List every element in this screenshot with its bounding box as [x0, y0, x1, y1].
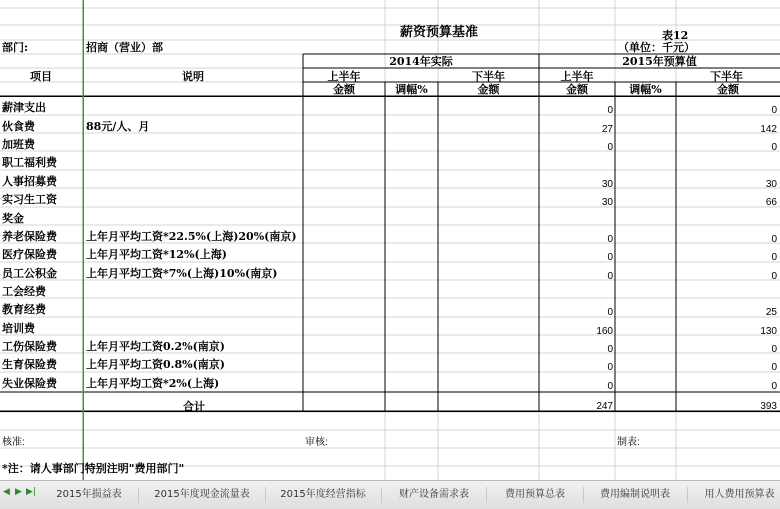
- tab-separator: [486, 487, 487, 503]
- tab-separator: [687, 487, 688, 503]
- row-2015-h1-amount: 27: [601, 124, 613, 135]
- header-2015-h2: 下半年: [710, 70, 743, 83]
- sheet-tab[interactable]: 2015年损益表: [56, 489, 122, 500]
- sheet-tab[interactable]: 费用编制说明表: [600, 489, 670, 500]
- tab-separator: [381, 487, 382, 503]
- row-2015-h1-amount: 0: [607, 142, 613, 153]
- row-2015-h2-amount: 25: [765, 307, 777, 318]
- next-sheet-icon[interactable]: ▶: [15, 487, 22, 497]
- header-item: 项目: [30, 70, 52, 83]
- row-item: 伙食费: [2, 120, 35, 133]
- row-item: 员工公积金: [2, 267, 57, 280]
- row-desc: 上年月平均工资0.8%(南京): [86, 358, 225, 371]
- unit-label: （单位：千元）: [618, 41, 695, 54]
- header-amount: 金额: [477, 83, 500, 96]
- row-2015-h2-amount: 0: [771, 252, 777, 263]
- row-item: 薪津支出: [2, 101, 46, 114]
- row-2015-h2-amount: 0: [771, 271, 777, 282]
- row-2015-h1-amount: 0: [607, 234, 613, 245]
- row-2015-h2-amount: 130: [760, 326, 777, 337]
- row-item: 人事招募费: [2, 175, 57, 188]
- row-2015-h1-amount: 0: [607, 381, 613, 392]
- row-item: 奖金: [2, 212, 24, 225]
- tab-separator: [265, 487, 266, 503]
- dept-value: 招商（营业）部: [86, 41, 163, 54]
- row-2015-h2-amount: 0: [771, 381, 777, 392]
- row-item: 实习生工资: [2, 193, 57, 206]
- header-adjust: 调幅%: [395, 83, 428, 96]
- last-sheet-icon[interactable]: ▶|: [26, 487, 36, 497]
- header-2015: 2015年预算值: [622, 55, 697, 68]
- row-2015-h2-amount: 0: [771, 362, 777, 373]
- row-2015-h1-amount: 0: [607, 307, 613, 318]
- row-desc: 上年月平均工资*2%(上海): [86, 377, 220, 390]
- header-2014-h2: 下半年: [472, 70, 505, 83]
- row-item: 职工福利费: [2, 156, 57, 169]
- row-2015-h1-amount: 30: [601, 197, 613, 208]
- row-2015-h1-amount: 0: [607, 271, 613, 282]
- header-2014-h1: 上半年: [327, 70, 361, 83]
- row-2015-h2-amount: 66: [765, 197, 777, 208]
- sheet-tab[interactable]: 财产设备需求表: [399, 489, 469, 500]
- header-desc: 说明: [182, 70, 204, 83]
- header-2014: 2014年实际: [389, 55, 453, 68]
- row-item: 医疗保险费: [2, 248, 57, 261]
- row-item: 培训费: [2, 322, 35, 335]
- sheet-tab[interactable]: 费用预算总表: [505, 489, 565, 500]
- row-2015-h1-amount: 30: [601, 179, 613, 190]
- row-2015-h1-amount: 0: [607, 252, 613, 263]
- row-2015-h2-amount: 30: [765, 179, 777, 190]
- header-amount: 金额: [566, 83, 588, 96]
- footer-note: *注：请人事部门特别注明"费用部门": [2, 462, 185, 475]
- tab-separator: [583, 487, 584, 503]
- header-amount: 金额: [717, 83, 739, 96]
- dept-label: 部门:: [2, 41, 29, 54]
- row-desc: 88元/人、月: [86, 120, 150, 133]
- row-desc: 上年月平均工资*12%(上海): [86, 248, 227, 261]
- row-item: 失业保险费: [2, 377, 57, 390]
- row-2015-h1-amount: 160: [596, 326, 613, 337]
- sheet-tab[interactable]: 2015年度经营指标: [280, 489, 366, 500]
- row-2015-h2-amount: 0: [771, 234, 777, 245]
- review-label: 审核:: [305, 437, 328, 448]
- header-amount: 金额: [333, 83, 355, 96]
- prepare-label: 制表:: [617, 437, 640, 448]
- row-2015-h2-amount: 0: [771, 105, 777, 116]
- row-2015-h2-amount: 0: [771, 344, 777, 355]
- row-2015-h2-amount: 0: [771, 142, 777, 153]
- row-desc: 上年月平均工资0.2%(南京): [86, 340, 225, 353]
- row-item: 工会经费: [2, 285, 46, 298]
- first-sheet-icon[interactable]: ◀: [3, 487, 10, 497]
- row-item: 工伤保险费: [2, 340, 57, 353]
- row-desc: 上年月平均工资*22.5%(上海)20%(南京): [86, 230, 297, 243]
- row-2015-h2-amount: 142: [760, 124, 777, 135]
- row-item: 加班费: [2, 138, 35, 151]
- total-label: 合计: [183, 400, 205, 413]
- row-2015-h1-amount: 0: [607, 362, 613, 373]
- row-2015-h1-amount: 0: [607, 344, 613, 355]
- row-2015-h1-amount: 0: [607, 105, 613, 116]
- row-item: 养老保险费: [2, 230, 57, 243]
- row-desc: 上年月平均工资*7%(上海)10%(南京): [86, 267, 278, 280]
- row-item: 生育保险费: [2, 358, 57, 371]
- sheet-title: 薪资预算基准: [399, 25, 478, 40]
- total-2015-h1: 247: [596, 401, 613, 412]
- approve-label: 核准:: [2, 437, 25, 448]
- sheet-tab[interactable]: 2015年度现金流量表: [154, 489, 250, 500]
- header-adjust: 调幅%: [629, 83, 662, 96]
- sheet-tab-bar: [0, 480, 780, 509]
- tab-separator: [138, 487, 139, 503]
- table-number: 表12: [662, 29, 689, 42]
- header-2015-h1: 上半年: [560, 70, 594, 83]
- total-2015-h2: 393: [760, 401, 777, 412]
- row-item: 教育经费: [2, 303, 46, 316]
- sheet-tab[interactable]: 用人费用预算表: [704, 489, 775, 500]
